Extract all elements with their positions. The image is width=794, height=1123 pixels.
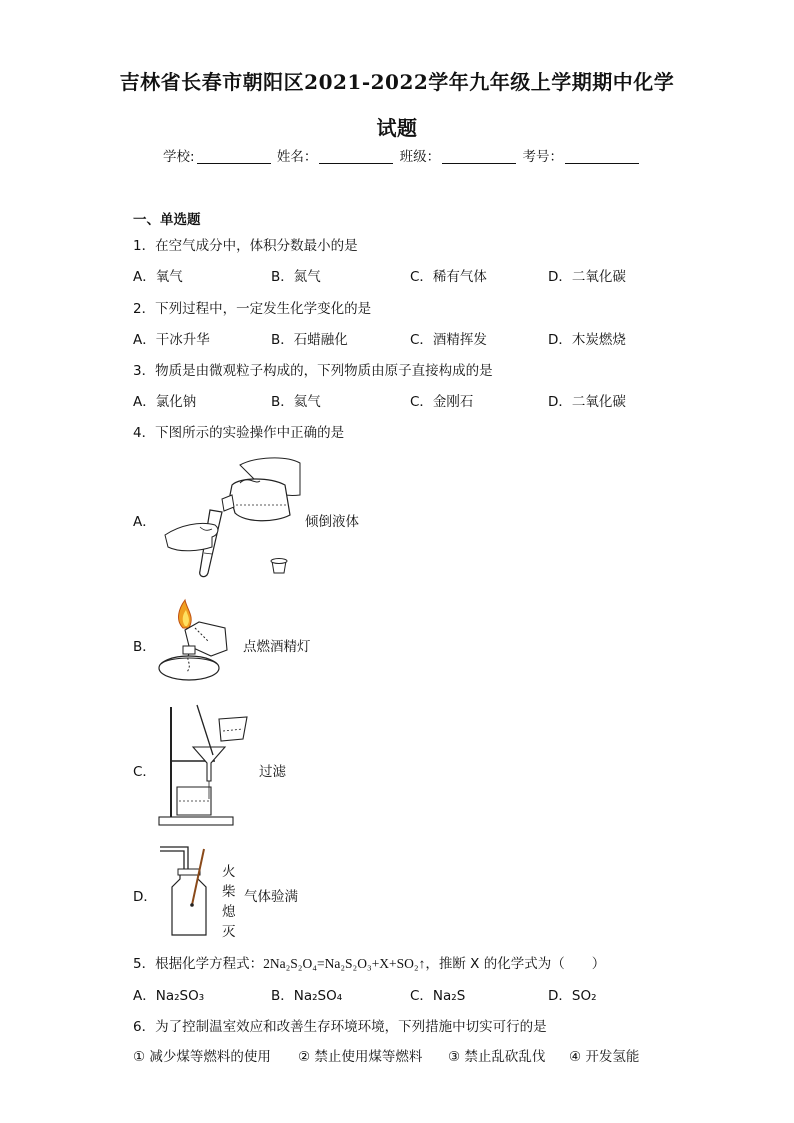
gas-bottle-illustration xyxy=(160,843,220,938)
q6-measure-3: ③ 禁止乱砍乱伐 xyxy=(448,1049,546,1065)
q5-option-a: A．Na₂SO₃ xyxy=(133,988,205,1004)
q4-option-b-caption: 点燃酒精灯 xyxy=(243,639,311,655)
side-char-3: 熄 xyxy=(222,904,236,920)
q4-option-a-letter: A． xyxy=(133,514,156,530)
school-label: 学校: xyxy=(163,149,195,165)
exam-title: 吉林省长春市朝阳区2021-2022学年九年级上学期期中化学 xyxy=(119,70,675,94)
q6-stem: 6．为了控制温室效应和改善生存环境环境，下列措施中切实可行的是 xyxy=(133,1019,547,1035)
q1-option-d: D．二氧化碳 xyxy=(548,269,626,285)
name-label: 姓名： xyxy=(276,149,318,165)
q3-option-b: B．氦气 xyxy=(271,394,321,410)
q3-option-d: D．二氧化碳 xyxy=(548,394,626,410)
class-blank[interactable] xyxy=(442,149,516,164)
q6-measure-4: ④ 开发氢能 xyxy=(569,1049,640,1065)
q6-measure-2: ② 禁止使用煤等燃料 xyxy=(298,1049,423,1065)
q2-option-c: C．酒精挥发 xyxy=(410,332,487,348)
q5-stem-suffix: ，推断 X 的化学式为（ ） xyxy=(425,956,606,972)
q5-stem xyxy=(133,952,605,972)
exam-number-blank[interactable] xyxy=(565,149,639,164)
exam-number-label: 考号： xyxy=(522,149,563,165)
q6-measure-1: ① 减少煤等燃料的使用 xyxy=(133,1049,271,1065)
q2-option-d: D．木炭燃烧 xyxy=(548,332,626,348)
q5-equation: 2Na₂S₂O₄=Na₂S₂O₃+X+SO₂↑ xyxy=(263,956,426,971)
match-extinguished-note xyxy=(222,862,236,942)
q2-stem: 2．下列过程中，一定发生化学变化的是 xyxy=(133,301,372,317)
q2-option-b: B．石蜡融化 xyxy=(271,332,348,348)
pouring-liquid-illustration xyxy=(160,455,310,580)
name-blank[interactable] xyxy=(319,149,393,164)
side-char-2: 柴 xyxy=(222,884,236,900)
q4-option-c-caption: 过滤 xyxy=(259,764,286,780)
q4-stem: 4．下图所示的实验操作中正确的是 xyxy=(133,425,345,441)
q3-option-c: C．金刚石 xyxy=(410,394,474,410)
exam-title-continued: 试题 xyxy=(376,116,418,140)
q5-option-b: B．Na₂SO₄ xyxy=(271,988,343,1004)
q4-option-c-letter: C． xyxy=(133,764,156,780)
student-info-line xyxy=(163,145,641,165)
q1-option-a: A．氧气 xyxy=(133,269,183,285)
q4-option-d-caption: 气体验满 xyxy=(244,889,298,905)
section-title: 一、单选题 xyxy=(133,212,201,228)
school-blank[interactable] xyxy=(197,149,271,164)
q1-option-c: C．稀有气体 xyxy=(410,269,487,285)
q4-option-b-letter: B． xyxy=(133,639,156,655)
q5-option-d: D．SO₂ xyxy=(548,988,597,1004)
q5-option-c: C．Na₂S xyxy=(410,988,466,1004)
side-char-4: 灭 xyxy=(222,924,236,940)
class-label: 班级： xyxy=(399,149,441,165)
q5-stem-prefix: 5．根据化学方程式： xyxy=(133,956,264,972)
filtration-illustration xyxy=(155,705,255,830)
q1-stem: 1．在空气成分中，体积分数最小的是 xyxy=(133,238,358,254)
alcohol-lamp-illustration xyxy=(155,598,245,688)
q3-option-a: A．氯化钠 xyxy=(133,394,197,410)
q2-option-a: A．干冰升华 xyxy=(133,332,210,348)
q1-option-b: B．氮气 xyxy=(271,269,321,285)
q4-option-a-caption: 倾倒液体 xyxy=(305,514,359,530)
q3-stem: 3．物质是由微观粒子构成的，下列物质由原子直接构成的是 xyxy=(133,363,493,379)
q4-option-d-letter: D． xyxy=(133,889,157,905)
side-char-1: 火 xyxy=(222,864,236,880)
